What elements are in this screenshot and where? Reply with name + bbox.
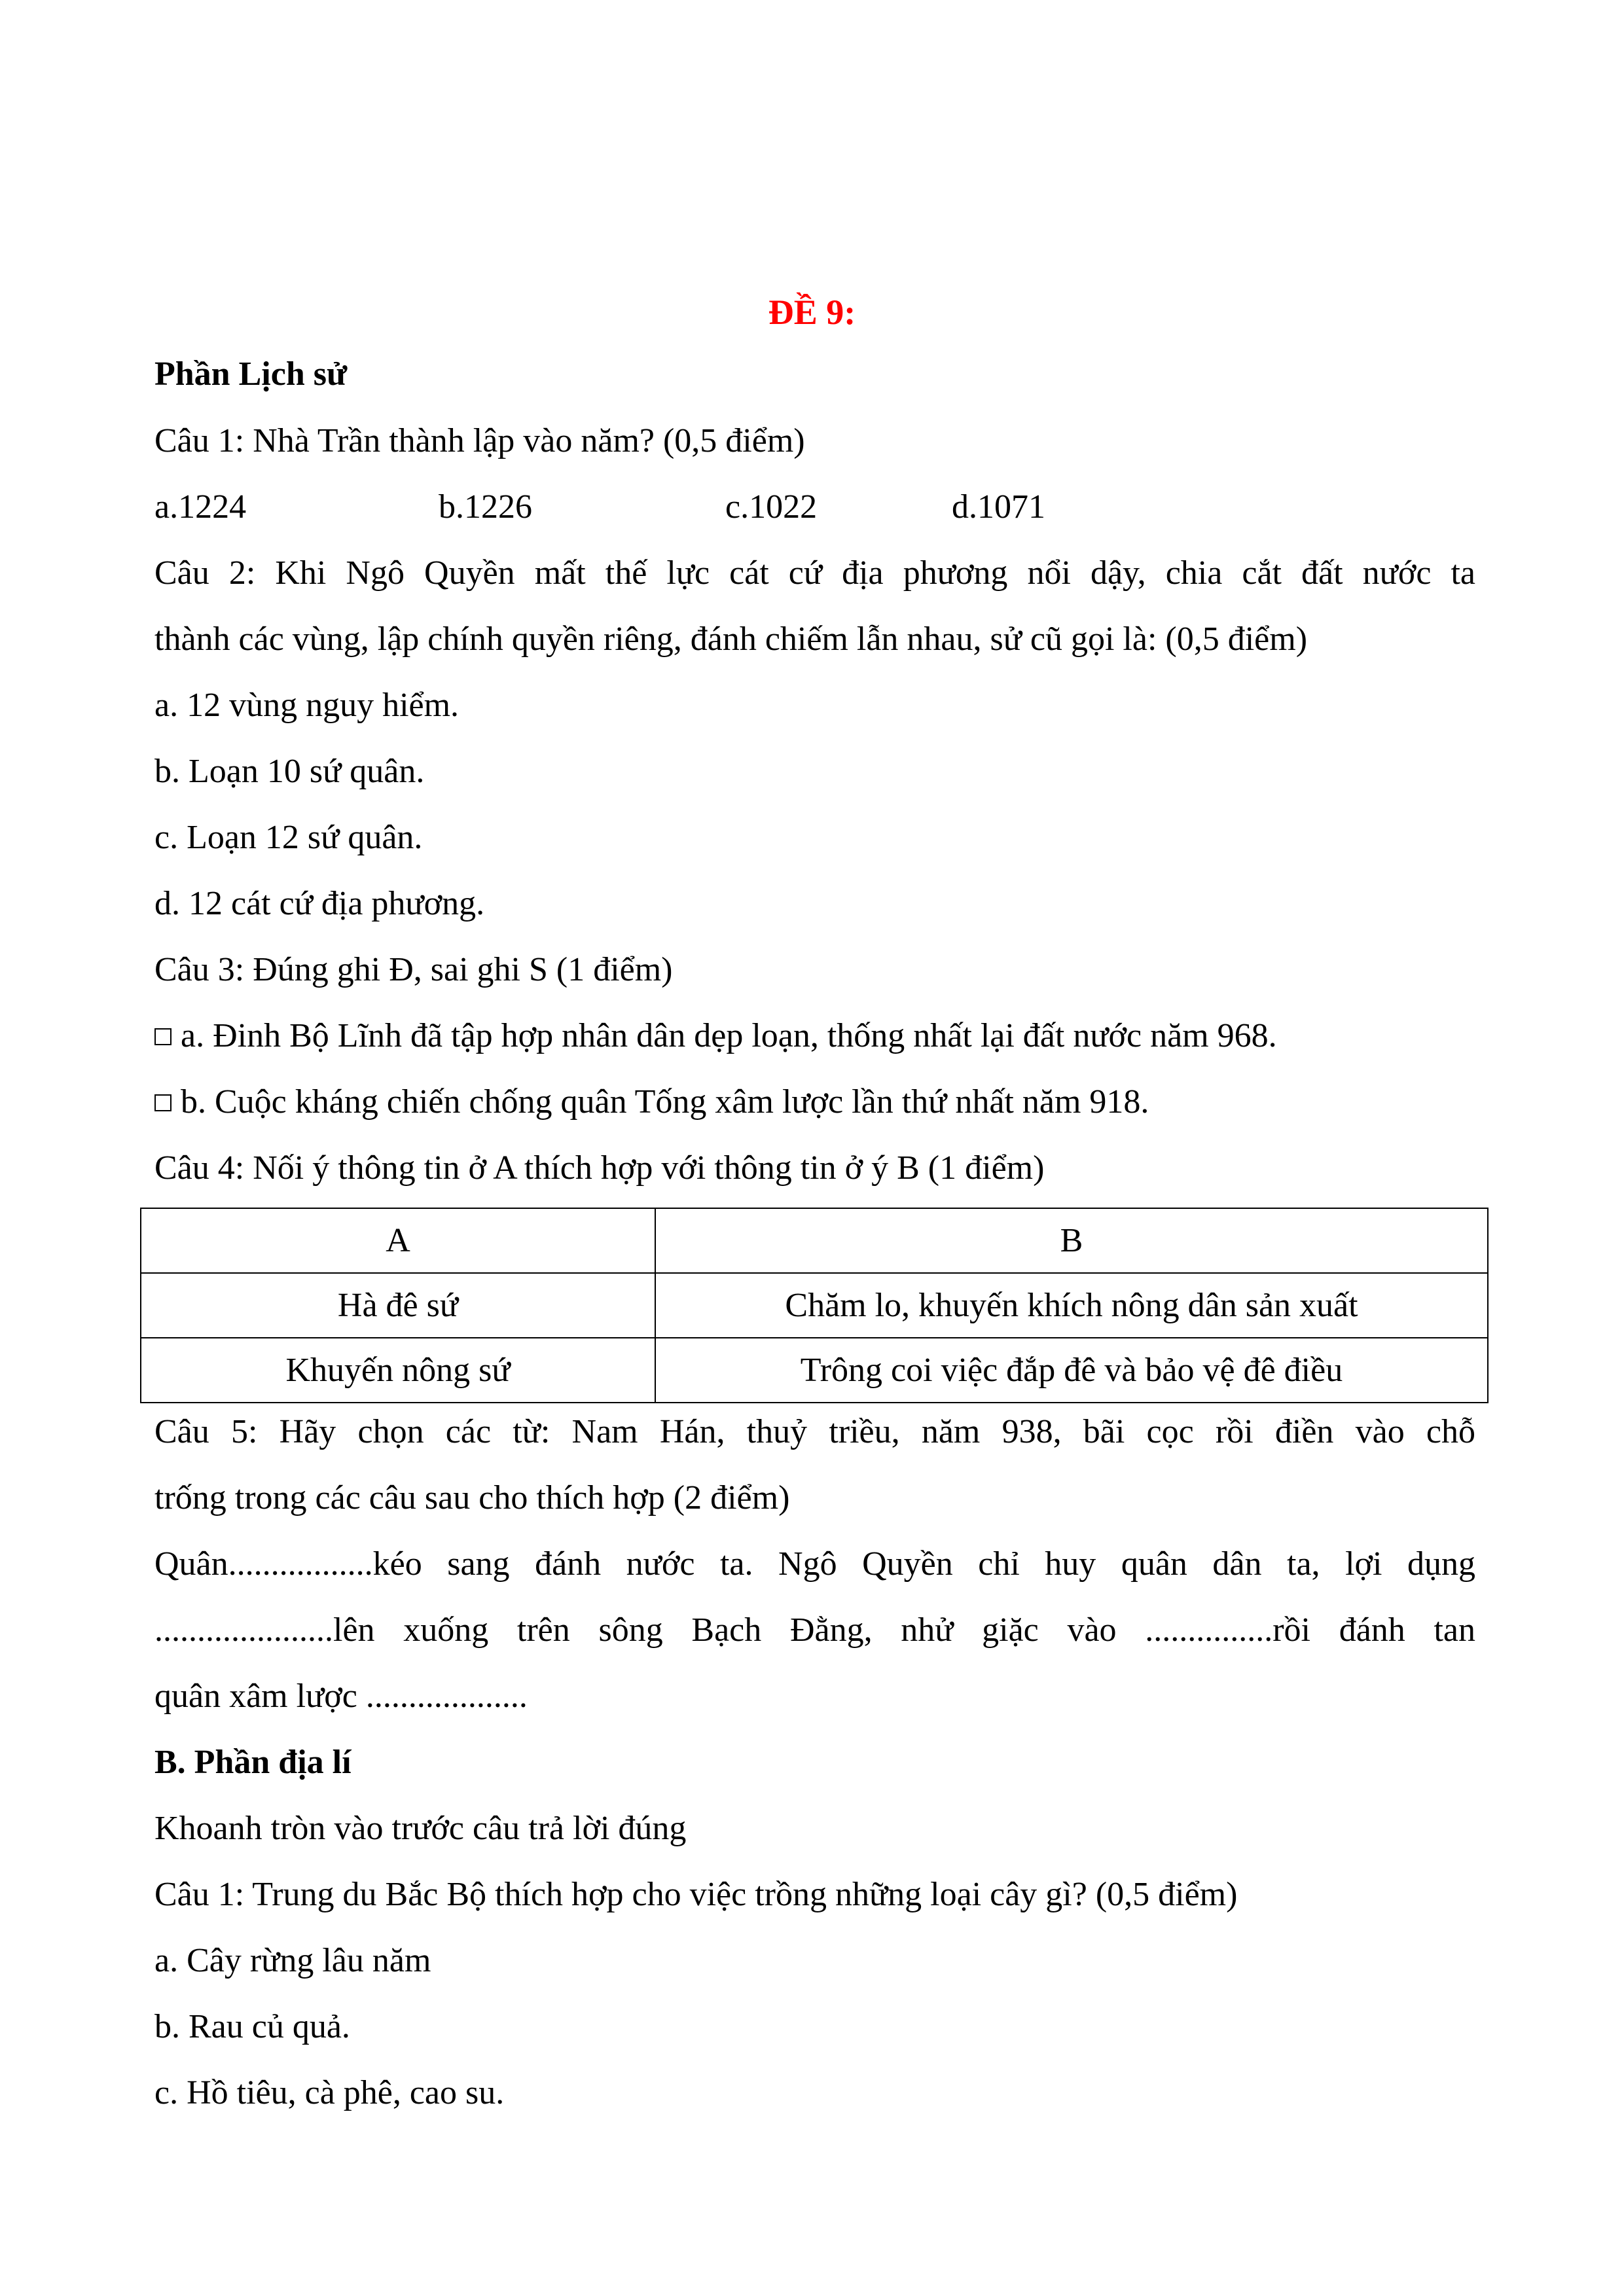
history-heading: Phần Lịch sử [154, 355, 348, 393]
table-header-a: A [141, 1208, 655, 1273]
q4-text: Câu 4: Nối ý thông tin ở A thích hợp với thông tin ở ý B (1 điểm) [154, 1149, 1045, 1187]
checkbox-b[interactable] [154, 1094, 171, 1111]
q1-option-d: d.1071 [952, 488, 1045, 526]
q3-item-a-label: a. Đinh Bộ Lĩnh đã tập hợp nhân dân dẹp loạn, thống nhất lại đất nước năm 968. [181, 1017, 1277, 1054]
q5-line3: Quân.................kéo sang đánh nước ta. Ngô Quyền chỉ huy quân dân ta, lợi dụng [154, 1545, 1475, 1583]
geo-q1-text: Câu 1: Trung du Bắc Bộ thích hợp cho việc trồng những loại cây gì? (0,5 điểm) [154, 1876, 1238, 1913]
geo-q1-option-b: b. Rau củ quả. [154, 2008, 350, 2045]
q2-option-b: b. Loạn 10 sứ quân. [154, 753, 425, 790]
q1-option-b: b.1226 [439, 488, 532, 526]
geo-q1-option-a: a. Cây rừng lâu năm [154, 1942, 431, 1979]
q2-option-c: c. Loạn 12 sứ quân. [154, 819, 423, 856]
table-header-b: B [655, 1208, 1488, 1273]
q5-line4: .....................lên xuống trên sông Bạch Đằng, nhử giặc vào ...............rồi đánh tan [154, 1611, 1475, 1649]
geography-instruction: Khoanh tròn vào trước câu trả lời đúng [154, 1810, 687, 1847]
q5-line2: trống trong các câu sau cho thích hợp (2 điểm) [154, 1479, 790, 1516]
q1-options [154, 488, 1475, 527]
table-row [141, 1273, 1488, 1338]
q2-option-d: d. 12 cát cứ địa phương. [154, 885, 485, 922]
q1-option-c: c.1022 [725, 488, 818, 526]
q3-item-b [154, 1083, 1475, 1122]
table-row [141, 1338, 1488, 1403]
q2-line1: Câu 2: Khi Ngô Quyền mất thế lực cát cứ địa phương nổi dậy, chia cắt đất nước ta [154, 554, 1475, 592]
matching-table [140, 1208, 1489, 1403]
checkbox-a[interactable] [154, 1028, 171, 1045]
q1-option-a: a.1224 [154, 488, 247, 526]
q5-line5: quân xâm lược ................... [154, 1677, 528, 1715]
table-cell-b: Trông coi việc đắp đê và bảo vệ đê điều [655, 1338, 1488, 1403]
q2-option-a: a. 12 vùng nguy hiểm. [154, 687, 460, 724]
geography-heading: B. Phần địa lí [154, 1744, 352, 1781]
geo-q1-option-c: c. Hồ tiêu, cà phê, cao su. [154, 2074, 505, 2111]
q3-item-b-label: b. Cuộc kháng chiến chống quân Tống xâm lược lần thứ nhất năm 918. [181, 1083, 1149, 1121]
table-cell-a: Hà đê sứ [141, 1273, 655, 1338]
q5-line1: Câu 5: Hãy chọn các từ: Nam Hán, thuỷ triều, năm 938, bãi cọc rồi điền vào chỗ [154, 1413, 1475, 1450]
q3-text: Câu 3: Đúng ghi Đ, sai ghi S (1 điểm) [154, 951, 673, 988]
table-cell-a: Khuyến nông sứ [141, 1338, 655, 1403]
table-header-row [141, 1208, 1488, 1273]
q3-item-a [154, 1016, 1475, 1056]
q1-text: Câu 1: Nhà Trần thành lập vào năm? (0,5 điểm) [154, 422, 805, 459]
table-cell-b: Chăm lo, khuyến khích nông dân sản xuất [655, 1273, 1488, 1338]
q2-line2: thành các vùng, lập chính quyền riêng, đánh chiếm lẫn nhau, sử cũ gọi là: (0,5 điểm) [154, 620, 1308, 658]
exam-title: ĐỀ 9: [768, 293, 856, 332]
